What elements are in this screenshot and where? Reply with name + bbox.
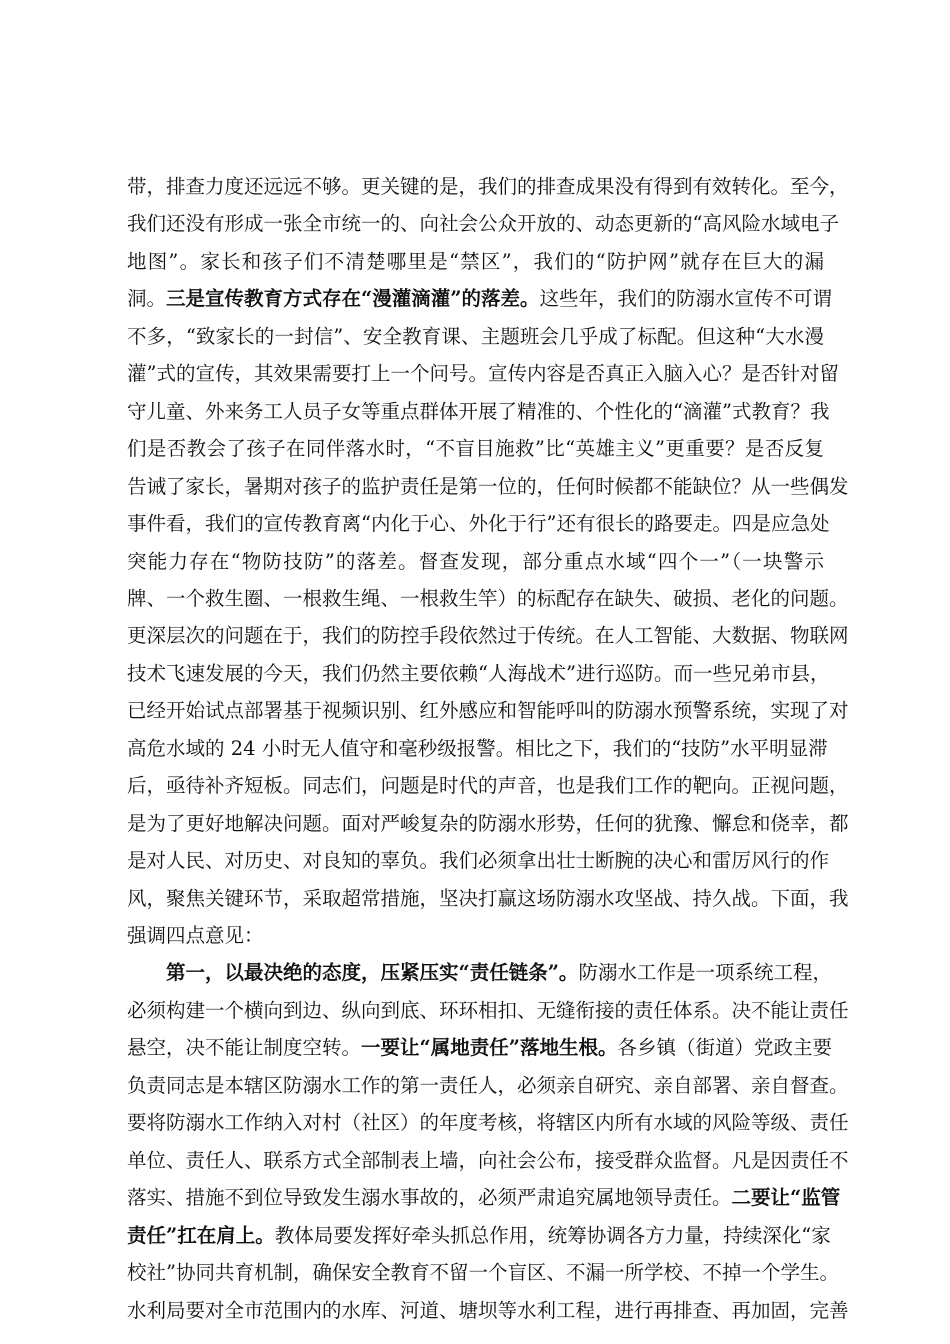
text-segment: 风，聚焦关键环节，采取超常措施，坚决打赢这场防溺水攻坚战、持久战。下面，我 xyxy=(127,886,849,910)
text-line xyxy=(127,732,828,766)
text-segment: 悬空，决不能让制度空转。 xyxy=(127,1036,362,1060)
text-segment: 不多，“致家长的一封信”、安全教育课、主题班会几乎成了标配。但这种“大水漫 xyxy=(127,324,824,348)
bold-text-segment: 责任”扛在肩上。 xyxy=(127,1223,275,1247)
text-segment: 是为了更好地解决问题。面对严峻复杂的防溺水形势，任何的犹豫、懈怠和侥幸，都 xyxy=(127,811,849,835)
text-line xyxy=(127,1031,832,1065)
text-segment: 们是否教会了孩子在同伴落水时，“不盲目施救”比“英雄主义”更重要？是否反复 xyxy=(127,437,824,461)
text-segment: 灌”式的宣传，其效果需要打上一个问号。宣传内容是否真正入脑入心？是否针对留 xyxy=(127,362,839,386)
text-segment: 更深层次的问题在于，我们的防控手段依然过于传统。在人工智能、大数据、物联网 xyxy=(127,624,849,648)
text-line xyxy=(127,919,824,953)
text-line xyxy=(127,470,849,504)
text-line xyxy=(127,582,849,616)
text-segment: 防溺水工作是一项系统工程， xyxy=(578,961,832,985)
text-segment: 落实、措施不到位导致发生溺水事故的，必须严肃追究属地领导责任。 xyxy=(127,1186,732,1210)
text-segment: 突能力存在“物防技防”的落差。督查发现，部分重点水域“四个一”（一块警示 xyxy=(127,549,824,573)
text-line xyxy=(127,619,849,653)
text-segment: 要将防溺水工作纳入对村（社区）的年度考核，将辖区内所有水域的风险等级、责任 xyxy=(127,1111,849,1135)
text-segment: 负责同志是本辖区防溺水工作的第一责任人，必须亲自研究、亲自部署、亲自督查。 xyxy=(127,1073,849,1097)
text-segment: 必须构建一个横向到边、纵向到底、环环相扣、无缝衔接的责任体系。决不能让责任 xyxy=(127,998,849,1022)
text-segment: 这些年，我们的防溺水宣传不可谓 xyxy=(539,287,832,311)
text-segment: 牌、一个救生圈、一根救生绳、一根救生竿）的标配存在缺失、破损、老化的问题。 xyxy=(127,586,849,610)
text-line xyxy=(127,207,839,241)
text-segment: 技术飞速发展的今天，我们仍然主要依赖“人海战术”进行巡防。而一些兄弟市县， xyxy=(127,661,830,685)
text-segment: 地图”。家长和孩子们不清楚哪里是“禁区”，我们的“防护网”就存在巨大的漏 xyxy=(127,249,824,273)
text-line xyxy=(127,1181,841,1215)
text-segment: 校社”协同共育机制，确保安全教育不留一个盲区、不漏一所学校、不掉一个学生。 xyxy=(127,1261,839,1285)
text-segment: 带，排查力度还远远不够。更关键的是，我们的排查成果没有得到有效转化。至今， xyxy=(127,175,849,198)
bold-text-segment: 第一，以最决绝的态度，压紧压实“责任链条”。 xyxy=(166,961,579,985)
text-line xyxy=(127,694,849,728)
text-segment: 是对人民、对历史、对良知的辜负。我们必须拿出壮士断腕的决心和雷厉风行的作 xyxy=(127,849,830,873)
text-segment: 洞。 xyxy=(127,287,167,311)
text-line xyxy=(127,1144,849,1178)
text-segment: 已经开始试点部署基于视频识别、红外感应和智能呼叫的防溺水预警系统，实现了对 xyxy=(127,699,849,723)
text-line xyxy=(127,245,824,279)
text-line xyxy=(127,1294,849,1328)
text-line xyxy=(127,657,830,691)
text-segment: 教体局要发挥好牵头抓总作用，统筹协调各方力量，持续深化“家 xyxy=(274,1223,831,1247)
bold-text-segment: 三是宣传教育方式存在“漫灌滴灌”的落差。 xyxy=(166,287,540,311)
text-segment: 守儿童、外来务工人员子女等重点群体开展了精准的、个性化的“滴灌”式教育？我 xyxy=(127,399,830,423)
text-segment: 告诫了家长，暑期对孩子的监护责任是第一位的，任何时候都不能缺位？从一些偶发 xyxy=(127,474,849,498)
text-line xyxy=(127,545,824,579)
text-line xyxy=(127,320,824,354)
text-line xyxy=(166,956,832,990)
bold-text-segment: 二要让“监管 xyxy=(731,1186,841,1210)
text-segment: 事件看，我们的宣传教育离“内化于心、外化于行”还有很长的路要走。四是应急处 xyxy=(127,512,830,536)
text-line xyxy=(127,170,849,204)
text-line xyxy=(127,395,830,429)
text-segment: 单位、责任人、联系方式全部制表上墙，向社会公布，接受群众监督。凡是因责任不 xyxy=(127,1148,849,1172)
text-line xyxy=(127,769,849,803)
text-line xyxy=(127,507,830,541)
text-segment: 强调四点意见： xyxy=(127,924,264,947)
text-segment: 高危水域的 24 小时无人值守和毫秒级报警。相比之下，我们的“技防”水平明显滞 xyxy=(127,736,828,760)
text-line xyxy=(127,994,849,1028)
text-line xyxy=(127,807,849,841)
text-segment: 后，亟待补齐短板。同志们，问题是时代的声音，也是我们工作的靶向。正视问题， xyxy=(127,774,849,798)
text-line xyxy=(127,1069,849,1103)
text-segment: 我们还没有形成一张全市统一的、向社会公众开放的、动态更新的“高风险水域电子 xyxy=(127,212,839,236)
bold-text-segment: 一要让“属地责任”落地生根。 xyxy=(361,1036,618,1060)
text-line xyxy=(127,882,849,916)
text-segment: 水利局要对全市范围内的水库、河道、塘坝等水利工程，进行再排查、再加固，完善 xyxy=(127,1298,849,1322)
text-segment: 各乡镇（街道）党政主要 xyxy=(617,1036,832,1060)
text-line xyxy=(127,432,824,466)
text-line xyxy=(127,1219,831,1253)
text-line xyxy=(127,844,830,878)
text-line xyxy=(127,1256,839,1290)
text-line xyxy=(127,282,832,316)
text-line xyxy=(127,357,839,391)
text-line xyxy=(127,1106,849,1140)
